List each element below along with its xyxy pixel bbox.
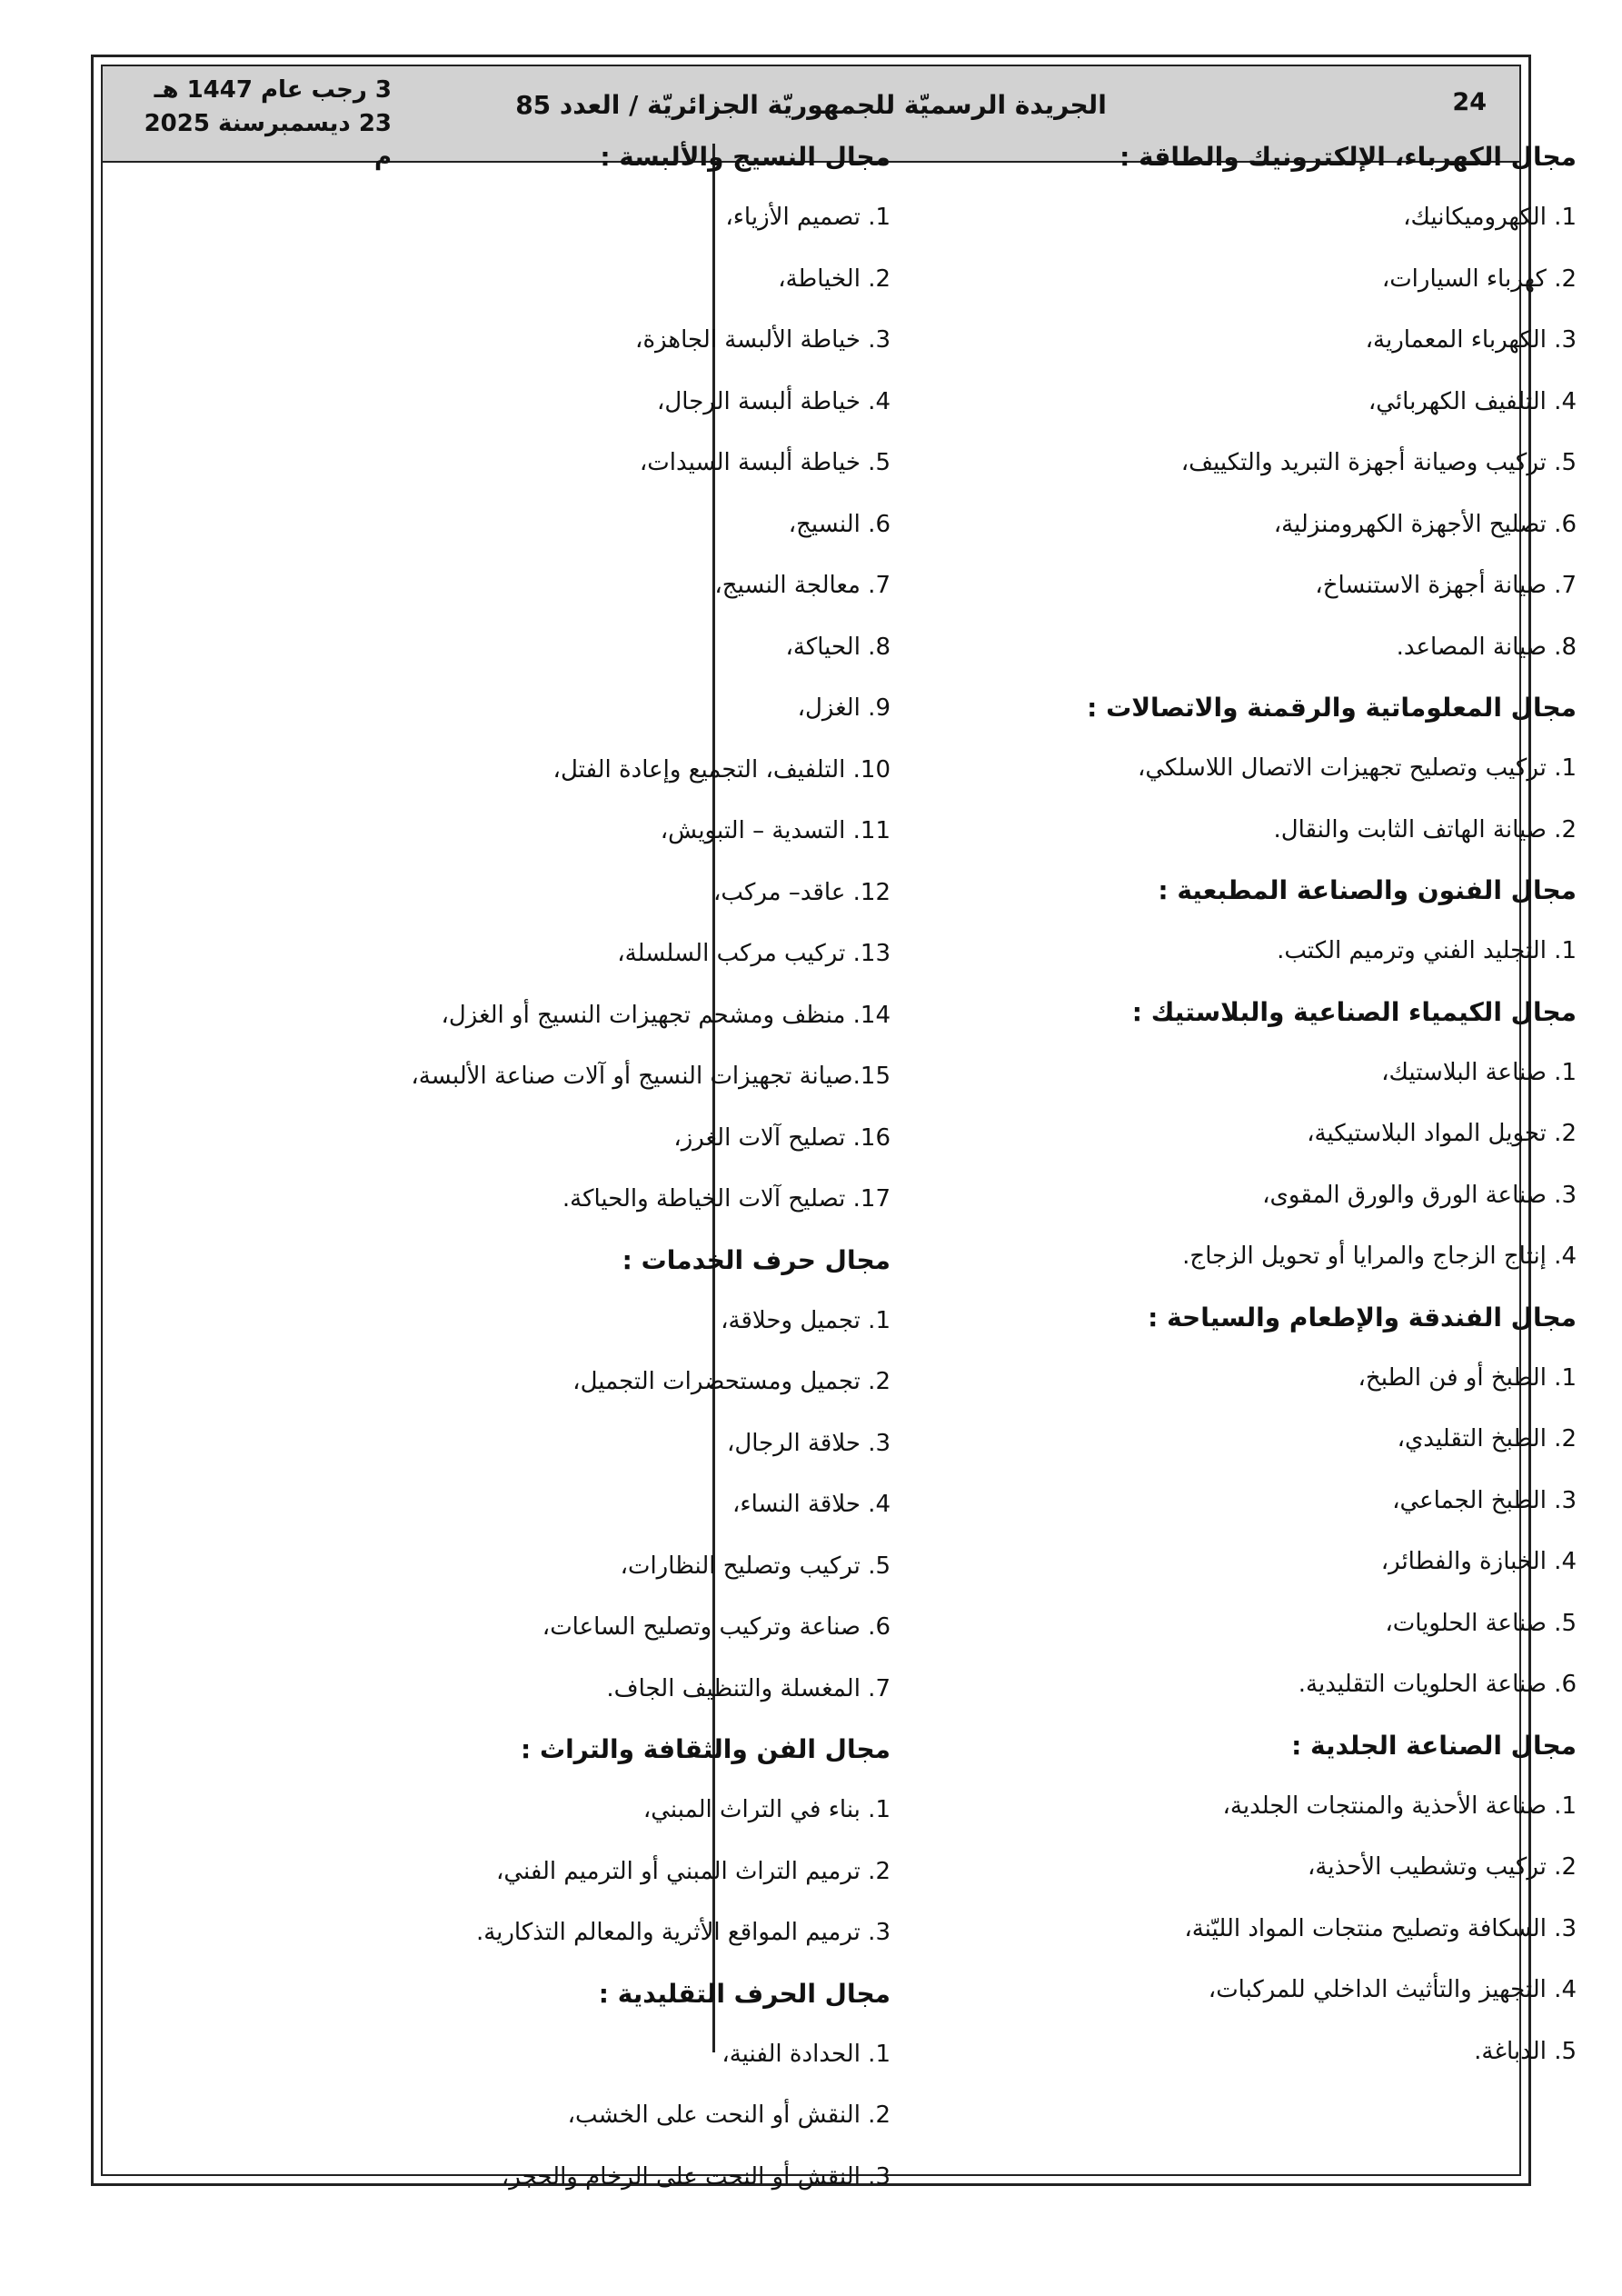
page-number: 24 [1452,88,1487,116]
list-item: 6. صناعة الحلويات التقليدية. [1298,1671,1577,1698]
list-item: 8. صيانة المصاعد. [1396,633,1577,661]
list-item: 1. بناء في التراث المبني، [642,1796,891,1823]
list-item: 2. النقش أو النحت على الخشب، [567,2101,891,2129]
list-item: 10. التلفيف، التجميع وإعادة الفتل، [552,755,891,784]
list-item: 1. صناعة البلاستيك، [1381,1058,1577,1086]
list-item: 2. تركيب وتشطيب الأحذية، [1308,1853,1577,1881]
list-item: 6. صناعة وتركيب وتصليح الساعات، [542,1613,891,1641]
list-item: 4. الخبازة والفطائر، [1380,1548,1577,1575]
list-item: 17. تصليح آلات الخياطة والحياكة. [562,1185,891,1213]
list-item: 4. التجهيز والتأثيث الداخلي للمركبات، [1208,1976,1577,2003]
right-column [959,127,1577,2082]
date-gregorian: 23 ديسمبرسنة 2025 م [144,110,392,171]
list-item: 1. تصميم الأزياء، [725,204,891,231]
list-item: 16. تصليح آلات الغرز، [673,1123,891,1152]
list-item: 5. تركيب وتصليح النظارات، [620,1552,891,1580]
list-item: 11. التسدية – التبويش، [660,817,891,844]
list-item: 1. تركيب وتصليح تجهيزات الاتصال اللاسلكي، [1137,754,1577,782]
gazette-title: الجريدة الرسميّة للجمهوريّة الجزائريّة / العدد 85 [515,90,1107,120]
list-item: 2. الخياطة، [778,265,891,293]
list-item: 1. صناعة الأحذية والمنتجات الجلدية، [1222,1792,1577,1820]
list-item: 2. صيانة الهاتف الثابت والنقال. [1273,815,1577,844]
section-heading: مجال النسيج والألبسة : [600,142,891,172]
list-item: 4. إنتاج الزجاج والمرايا أو تحويل الزجاج. [1182,1243,1577,1270]
list-item: 3. ترميم المواقع الأثرية والمعالم التذكارية. [475,1919,891,1946]
list-item: 13. تركيب مركب السلسلة، [617,940,891,967]
list-item: 5. تركيب وصيانة أجهزة التبريد والتكييف، [1180,449,1577,476]
list-item: 2. تحويل المواد البلاستيكية، [1307,1120,1577,1147]
list-item: 9. الغزل، [797,694,891,722]
list-item: 6. تصليح الأجهزة الكهرومنزلية، [1273,510,1577,538]
list-item: 6. النسيج، [788,510,891,538]
list-item: 4. خياطة ألبسة الرجال، [657,387,891,415]
list-item: 15.صيانة تجهيزات النسيج أو آلات صناعة الألبسة، [411,1063,891,1090]
section-heading: مجال الكهرباء، الإلكترونيك والطاقة : [1119,142,1577,172]
list-item: 5. صناعة الحلويات، [1385,1609,1577,1637]
list-item: 3. السكافة وتصليح منتجات المواد الليّنة، [1184,1914,1577,1942]
list-item: 2. الطبخ التقليدي، [1397,1425,1577,1452]
section-heading: مجال الفنون والصناعة المطبعية : [1158,875,1577,905]
list-item: 3. الطبخ الجماعي، [1392,1486,1577,1514]
left-column [254,127,891,2208]
list-item: 3. خياطة الألبسة الجاهزة، [635,326,891,354]
list-item: 3. النقش أو النحت على الرخام والحجر، [501,2162,891,2191]
section-heading: مجال الصناعة الجلدية : [1291,1730,1577,1761]
list-item: 3. صناعة الورق والورق المقوى، [1262,1181,1577,1209]
list-item: 4. حلاقة النساء، [731,1491,891,1518]
list-item: 2. كهرباء السيارات، [1381,265,1577,293]
section-heading: مجال الفندقة والإطعام والسياحة : [1148,1302,1577,1333]
list-item: 1. الطبخ أو فن الطبخ، [1358,1363,1577,1392]
list-item: 1. الكهروميكانيك، [1403,204,1577,231]
section-heading: مجال الفن والثقافة والتراث : [521,1734,891,1764]
list-item: 1. الحدادة الفنية، [721,2040,891,2068]
list-item: 8. الحياكة، [785,633,891,661]
section-heading: مجال الحرف التقليدية : [598,1978,891,2009]
list-item: 7. معالجة النسيج، [714,572,891,599]
list-item: 12. عاقد– مركب، [713,878,891,906]
date-hijri: 3 رجب عام 1447 هـ [154,76,392,104]
list-item: 5. خياطة ألبسة السيدات، [639,449,891,476]
list-item: 14. منظف ومشحم تجهيزات النسيج أو الغزل، [441,1001,891,1029]
list-item: 5. الدباغة. [1474,2037,1577,2065]
list-item: 7. المغسلة والتنظيف الجاف. [606,1674,891,1702]
list-item: 1. تجميل وحلاقة، [721,1306,891,1334]
list-item: 2. ترميم التراث المبني أو الترميم الفني، [495,1857,891,1885]
list-item: 2. تجميل ومستحضرات التجميل، [572,1368,891,1395]
list-item: 7. صيانة أجهزة الاستنساخ، [1315,572,1577,599]
list-item: 3. الكهرباء المعمارية، [1365,326,1577,354]
section-heading: مجال حرف الخدمات : [622,1244,891,1275]
section-heading: مجال الكيمياء الصناعية والبلاستيك : [1131,996,1577,1027]
list-item: 4. التلفيف الكهربائي، [1368,387,1577,415]
list-item: 3. حلاقة الرجال، [726,1429,891,1457]
section-heading: مجال المعلوماتية والرقمنة والاتصالات : [1087,693,1577,723]
list-item: 1. التجليد الفني وترميم الكتب. [1277,937,1577,964]
